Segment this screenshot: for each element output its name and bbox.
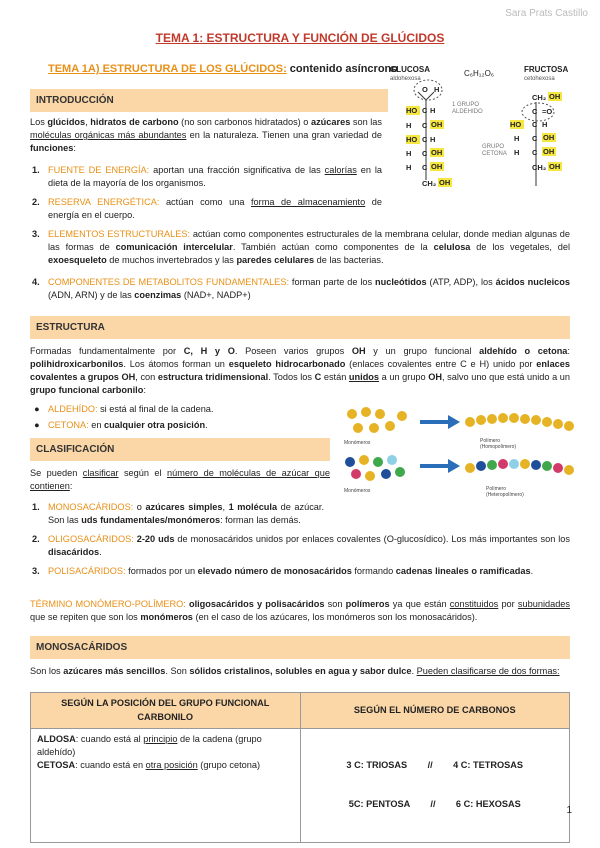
svg-text:HO: HO <box>406 135 418 144</box>
svg-text:C: C <box>532 134 538 143</box>
cetohexosa-label: cetohexosa <box>524 76 555 82</box>
polymer-illustration <box>340 402 580 502</box>
glucosa-label: GLUCOSA <box>390 65 430 74</box>
intro-section-header: INTRODUCCIÓN <box>30 89 388 112</box>
svg-text:OH: OH <box>543 147 555 156</box>
svg-text:C: C <box>422 163 428 172</box>
estructura-paragraph: Formadas fundamentalmente por C, H y O. Poseen varios grupos OH y un grupo funcional aldehído o cetona: polihidroxicarbonilos. Los átomos forman un esqueleto hidrocarbonado (enlaces covalentes entre C e H) unido por enlaces covalentes a grupos OH, con estructura tridimensional. Todos los C están unidos a un grupo OH, salvo uno que está unido a un grupo funcional carbonilo: <box>30 346 571 396</box>
table-header-position: SEGÚN LA POSICIÓN DEL GRUPO FUNCIONAL CARBONILO <box>31 693 301 729</box>
svg-text:CH₂: CH₂ <box>422 179 437 188</box>
estructura-section-header: ESTRUCTURA <box>30 316 570 339</box>
clasificacion-item-mono: 1. MONOSACÁRIDOS: o azúcares simples, 1 molécula de azúcar. Son las uds fundamentales/monómeros: forman las demás. <box>32 502 324 526</box>
author-name: Sara Prats Castillo <box>505 8 588 19</box>
grupo-cetona-label-1: GRUPO <box>482 144 505 150</box>
svg-text:HO: HO <box>406 106 418 115</box>
svg-text:O: O <box>422 85 428 94</box>
intro-item-structural: 3. ELEMENTOS ESTRUCTURALES: actúan como componentes estructurales de la membrana celular, donde median algunas de las formas de comunicación intercelular. También actúan como componentes de la celulosa de los vegetales, del exoesqueleto de muchos invertebrados y las paredes celulares de las bacterias. <box>32 229 571 266</box>
formula-label: C₆H₁₂O₆ <box>464 69 495 78</box>
svg-text:C: C <box>532 148 538 157</box>
polimero-label-1a: Polímero <box>480 438 501 444</box>
svg-text:H: H <box>514 134 520 143</box>
intro-paragraph: Los glúcidos, hidratos de carbono (no son carbonos hidratados) o azúcares son las moléculas orgánicas más abundantes en la naturaleza. Tienen una gran variedad de funciones: <box>30 117 382 154</box>
svg-text:OH: OH <box>431 120 443 129</box>
clasificacion-section-header: CLASIFICACIÓN <box>30 438 330 461</box>
monosacaridos-paragraph: Son los azúcares más sencillos. Son sólidos cristalinos, solubles en agua y sabor dulce. Pueden clasificarse de dos formas: <box>30 666 560 676</box>
svg-text:H: H <box>542 120 548 129</box>
polimero-label-2b: (Heteropolímero) <box>486 492 524 498</box>
svg-text:H: H <box>430 135 436 144</box>
grupo-aldehido-label-1: 1 GRUPO <box>452 102 480 108</box>
svg-text:=O: =O <box>542 107 553 116</box>
svg-text:H: H <box>434 85 440 94</box>
svg-text:H: H <box>406 163 412 172</box>
svg-text:C: C <box>532 120 538 129</box>
svg-text:OH: OH <box>549 162 561 171</box>
svg-text:C: C <box>422 121 428 130</box>
svg-text:OH: OH <box>543 133 555 142</box>
monosacaridos-table <box>30 692 570 843</box>
clasificacion-item-poli: 3. POLISACÁRIDOS: formados por un elevado número de monosacáridos formando cadenas lineales o ramificadas. <box>32 566 534 576</box>
svg-text:H: H <box>514 148 520 157</box>
termino-paragraph: TÉRMINO MONÓMERO-POLÍMERO: oligosacáridos y polisacáridos son polímeros ya que están constituidos por subunidades que se repiten que son los monómeros (en el caso de los azúcares, los monómeros son los monosacáridos). <box>30 599 571 623</box>
intro-item-metabolites: 4. COMPONENTES DE METABOLITOS FUNDAMENTALES: forman parte de los nucleótidos (ATP, ADP), los ácidos nucleicos (ADN, ARN) y de las coenzimas (NAD+, NADP+) <box>32 277 571 301</box>
clasificacion-paragraph: Se pueden clasificar según el número de moléculas de azúcar que contienen: <box>30 468 331 492</box>
aldohexosa-label: aldohexosa <box>390 76 421 82</box>
svg-text:C: C <box>532 107 538 116</box>
grupo-aldehido-label-2: ALDEHIDO <box>452 109 483 115</box>
bullet-cetona: ● CETONA: en cualquier otra posición. <box>34 420 208 430</box>
svg-text:H: H <box>430 106 436 115</box>
clasificacion-item-oligo: 2. OLIGOSACÁRIDOS: 2-20 uds de monosacáridos unidos por enlaces covalentes (O-glucosídico). Los más importantes son los disacáridos. <box>32 534 571 558</box>
svg-text:OH: OH <box>431 148 443 157</box>
svg-text:H: H <box>406 121 412 130</box>
grupo-cetona-label-2: CETONA <box>482 151 507 157</box>
subtitle-topic: TEMA 1A) ESTRUCTURA DE LOS GLÚCIDOS: <box>48 63 287 75</box>
polimero-label-1b: (Homopolímero) <box>480 444 517 450</box>
svg-text:C: C <box>422 149 428 158</box>
svg-text:C: C <box>422 135 428 144</box>
monosacaridos-section-header: MONOSACÁRIDOS <box>30 636 570 659</box>
subtitle-note: contenido asíncrono <box>286 63 398 75</box>
table-cell-position: ALDOSA: cuando está al principio de la cadena (grupo aldehído) CETOSA: cuando está en otra posición (grupo cetona) <box>31 729 301 843</box>
monomeros-label-1: Monómeros <box>344 440 371 446</box>
polimero-label-2a: Polímero <box>486 486 507 492</box>
page-number: 1 <box>566 804 572 816</box>
section-subtitle <box>48 62 398 78</box>
svg-text:OH: OH <box>549 92 561 101</box>
fructosa-label: FRUCTOSA <box>524 65 569 74</box>
page-title: TEMA 1: ESTRUCTURA Y FUNCIÓN DE GLÚCIDOS <box>155 31 445 45</box>
svg-text:C: C <box>422 106 428 115</box>
table-header-carbons: SEGÚN EL NÚMERO DE CARBONOS <box>300 693 570 729</box>
bullet-aldehido: ● ALDEHÍDO: si está al final de la cadena. <box>34 404 214 414</box>
monomeros-label-2: Monómeros <box>344 488 371 494</box>
intro-item-reserve: 2. RESERVA ENERGÉTICA: actúan como una forma de almacenamiento de energía en el cuerpo. <box>32 197 382 221</box>
svg-text:OH: OH <box>439 178 451 187</box>
svg-text:HO: HO <box>510 120 522 129</box>
glucose-fructose-structure-figure <box>386 62 582 198</box>
table-cell-carbons: 3 C: TRIOSAS // 4 C: TETROSAS 5C: PENTOSA // 6 C: HEXOSAS <box>300 729 570 843</box>
svg-text:OH: OH <box>431 162 443 171</box>
intro-item-energy: 1. FUENTE DE ENERGÍA: aportan una fracción significativa de las calorías en la dieta de la mayoría de los organismos. <box>32 165 382 189</box>
svg-text:H: H <box>406 149 412 158</box>
svg-text:CH₂: CH₂ <box>532 93 547 102</box>
svg-text:CH₂: CH₂ <box>532 163 547 172</box>
